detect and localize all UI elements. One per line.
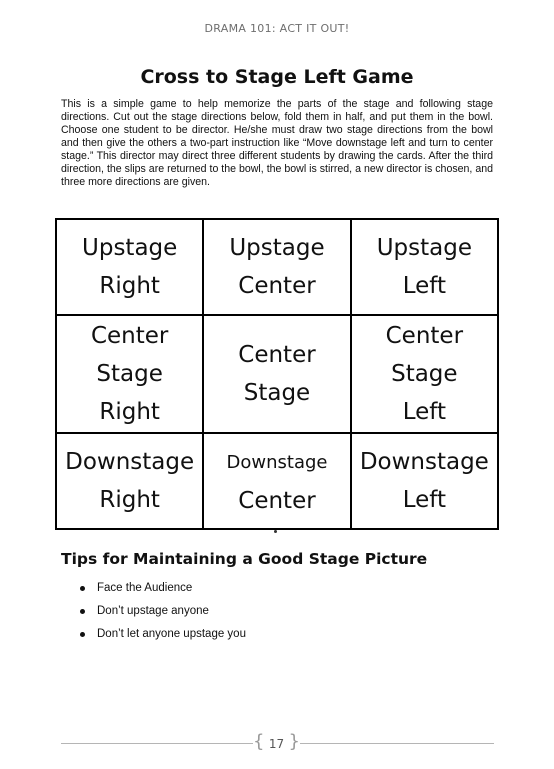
card-line: Upstage <box>229 235 325 261</box>
card-line: Right <box>99 399 160 425</box>
card-line: Downstage <box>359 449 489 475</box>
card-line: Right <box>99 273 160 299</box>
card-line: Stage <box>96 361 163 387</box>
grid-row-upstage <box>56 219 498 315</box>
card-downstage-center <box>203 433 350 529</box>
page-number: { 17 } <box>253 734 300 754</box>
card-line: Center <box>385 323 464 349</box>
stray-dot <box>274 530 277 533</box>
stage-directions-grid <box>55 218 499 530</box>
list-item: Face the Audience <box>79 577 246 600</box>
grid-row-center <box>56 315 498 433</box>
list-item: Don’t let anyone upstage you <box>79 623 246 646</box>
card-line: Right <box>99 487 160 513</box>
card-line: Upstage <box>376 235 472 261</box>
card-line: Left <box>402 399 446 425</box>
card-line: Stage <box>391 361 458 387</box>
card-line: Center <box>238 342 316 368</box>
card-line: Upstage <box>82 235 178 261</box>
card-line: Center <box>238 488 316 514</box>
footer-divider-left <box>61 743 253 744</box>
intro-paragraph: This is a simple game to help memorize the parts of the stage and following stage directions. Cut out the stage directions below, fold them in half, and put them in the bowl. Choose one student to be director. He/she must draw two stage directions from the bowl and then give the others a two-part instruction like “Move downstage left and turn to center stage.” This director may direct three different students by drawing the cards. After the third direction, the slips are returned to the bowl, the bowl is stirred, a new director is chosen, and three more directions are given. <box>61 98 493 188</box>
tips-list <box>79 577 246 646</box>
card-center-stage-left <box>351 315 498 433</box>
card-line: Downstage <box>65 449 195 475</box>
card-downstage-right <box>56 433 203 529</box>
card-line: Center <box>90 323 169 349</box>
card-upstage-right <box>56 219 203 315</box>
card-line: Left <box>402 273 446 299</box>
page-title: Cross to Stage Left Game <box>140 66 414 88</box>
card-upstage-center <box>203 219 350 315</box>
list-item: Don’t upstage anyone <box>79 600 246 623</box>
card-line: Center <box>238 273 316 299</box>
running-header: DRAMA 101: ACT IT OUT! <box>204 22 350 35</box>
footer-divider-right <box>300 743 494 744</box>
card-center-stage-right <box>56 315 203 433</box>
tips-heading: Tips for Maintaining a Good Stage Picture <box>61 550 428 568</box>
card-line: Stage <box>243 380 311 406</box>
card-line: Downstage <box>226 452 328 473</box>
card-upstage-left <box>351 219 498 315</box>
card-downstage-left <box>351 433 498 529</box>
card-center-stage <box>203 315 350 433</box>
grid-row-downstage <box>56 433 498 529</box>
card-line: Left <box>402 487 446 513</box>
